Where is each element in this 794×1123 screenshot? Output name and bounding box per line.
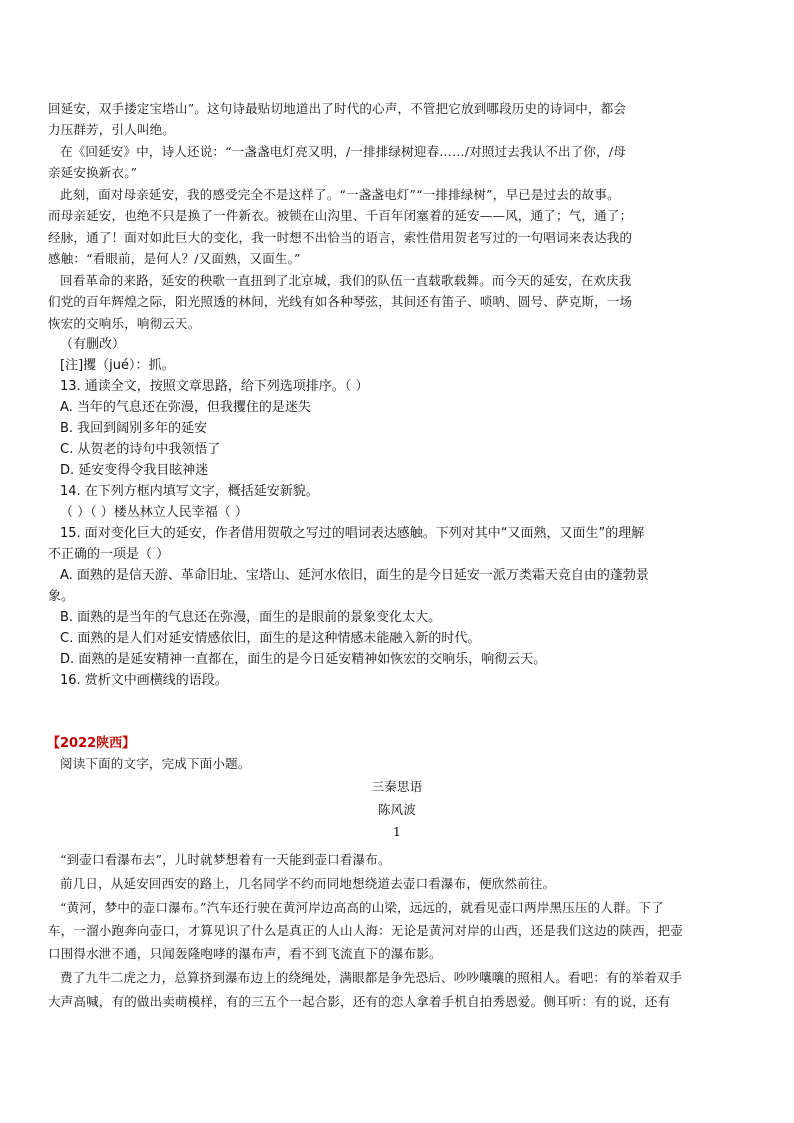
article-line: “黄河，梦中的壶口瀑布。”汽车还行驶在黄河岸边高高的山梁，远远的，就看见壶口两岸黑压压的人群。下了 (60, 900, 664, 915)
question-13-option-b: B. 我回到阔别多年的延安 (60, 421, 208, 436)
question-14: 14. 在下列方框内填写文字，概括延安新貌。 (60, 484, 319, 499)
annotation-note: [注]攫（jué）：抓。 (60, 358, 175, 373)
question-15-option-a-cont: 象。 (48, 589, 75, 604)
article-title: 三秦思语 (371, 779, 423, 794)
question-15-option-c: C. 面熟的是人们对延安情感依旧，面生的是这种情感未能融入新的时代。 (60, 631, 481, 646)
passage-line: 此刻，面对母亲延安，我的感受完全不是这样了。“一盏盏电灯”“一排排绿树”，早已是过去的故事。 (60, 187, 620, 202)
article-line: 车，一溜小跑奔向壶口，才算见识了什么是真正的人山人海：无论是黄河对岸的山西，还是我们这边的陕西，把壶 (48, 923, 684, 938)
passage-line: 恢宏的交响乐，响彻云天。 (48, 316, 201, 331)
article-line: “到壶口看瀑布去”，儿时就梦想着有一天能到壶口看瀑布。 (60, 852, 391, 867)
article-line: 费了九牛二虎之力，总算挤到瀑布边上的绕绳处，满眼都是争先恐后、吵吵嚷嚷的照相人。看吧：有的举着双手 (60, 970, 683, 985)
part-number: 1 (392, 824, 402, 839)
passage-line: 而母亲延安，也绝不只是换了一件新衣。被锁在山沟里、千百年闭塞着的延安——风，通了；气，通了； (48, 208, 633, 223)
passage-line: 回看革命的来路，延安的秧歌一直扭到了北京城，我们的队伍一直载歌载舞。而今天的延安，在欢庆我 (60, 273, 632, 288)
article-line: 大声高喊，有的做出卖萌模样，有的三五个一起合影，还有的恋人拿着手机自拍秀恩爱。侧耳听：有的说，还有 (48, 994, 671, 1009)
passage-line: 亲延安换新衣。” (48, 165, 138, 180)
passage-line: 力压群芳，引人叫绝。 (48, 122, 176, 137)
passage-line: 经脉，通了！面对如此巨大的变化，我一时想不出恰当的语言，索性借用贺老写过的一句唱词来表达我的 (48, 230, 633, 245)
question-13-option-d: D. 延安变得令我目眩神迷 (60, 463, 209, 478)
question-15-option-b: B. 面熟的是当年的气息还在弥漫，面生的是眼前的景象变化太大。 (60, 610, 442, 625)
passage-line: 回延安，双手搂定宝塔山”。这句诗最贴切地道出了时代的心声，不管把它放到哪段历史的诗词中，都会 (48, 101, 627, 116)
passage-line: 在《回延安》中，诗人还说：“一盏盏电灯亮又明，/一排排绿树迎春……/对照过去我认不出了你，/母 (60, 144, 626, 159)
section-instruction: 阅读下面的文字，完成下面小题。 (60, 756, 251, 771)
passage-line: 感触：“看眼前，是何人？/又面熟，又面生。” (48, 251, 301, 266)
article-line: 前几日，从延安回西安的路上，几名同学不约而同地想绕道去壶口看瀑布，便欣然前往。 (60, 876, 556, 891)
question-15: 15. 面对变化巨大的延安，作者借用贺敬之写过的唱词表达感触。下列对其中“又面熟，又面生”的理解 (60, 526, 645, 541)
question-14-fill: （ ）（ ）楼丛林立人民幸福（ ） (60, 505, 248, 520)
article-author: 陈风波 (377, 802, 417, 817)
question-13-option-a: A. 当年的气息还在弥漫，但我攫住的是迷失 (60, 400, 311, 415)
article-line: 口围得水泄不通，只闻轰隆咆哮的瀑布声，看不到飞流直下的瀑布影。 (48, 946, 442, 961)
section-tag: 【2022陕西】 (47, 736, 136, 751)
question-15-option-a: A. 面熟的是信天游、革命旧址、宝塔山、延河水依旧，面生的是今日延安一派万类霜天竞自由的蓬勃景 (60, 568, 649, 583)
question-16: 16. 赏析文中画横线的语段。 (60, 673, 228, 688)
question-15-cont: 不正确的一项是（ ） (48, 547, 170, 562)
source-note: （有删改） (60, 337, 126, 352)
question-15-option-d: D. 面熟的是延安精神一直都在，面生的是今日延安精神如恢宏的交响乐，响彻云天。 (60, 652, 547, 667)
question-13: 13. 通读全文，按照文章思路，给下列选项排序。（ ） (60, 379, 369, 394)
question-13-option-c: C. 从贺老的诗句中我领悟了 (60, 442, 221, 457)
passage-line: 们党的百年辉煌之际，阳光照透的林间，光线有如各种琴弦，其间还有笛子、唢呐、圆号、萨克斯，一场 (48, 294, 633, 309)
